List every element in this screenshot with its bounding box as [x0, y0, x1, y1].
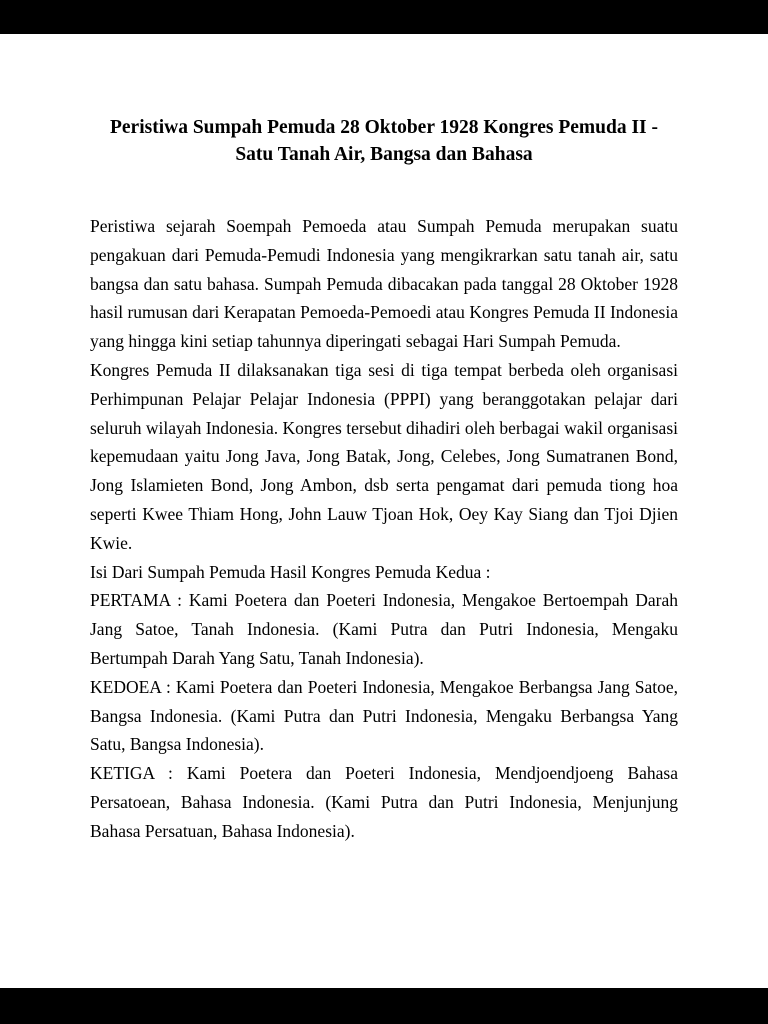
letterbox-bottom	[0, 988, 768, 1024]
paragraph-kedoea: KEDOEA : Kami Poetera dan Poeteri Indonesia, Mengakoe Berbangsa Jang Satoe, Bangsa Indonesia. (Kami Putra dan Putri Indonesia, Mengaku Berbangsa Yang Satu, Bangsa Indonesia).	[90, 676, 678, 755]
letterbox-top	[0, 0, 768, 34]
document-body	[90, 212, 678, 846]
document-title: Peristiwa Sumpah Pemuda 28 Oktober 1928 Kongres Pemuda II - Satu Tanah Air, Bangsa dan Bahasa	[109, 117, 658, 165]
paragraph-kongres: Kongres Pemuda II dilaksanakan tiga sesi di tiga tempat berbeda oleh organisasi Perhimpunan Pelajar Pelajar Indonesia (PPPI) yang beranggotakan pelajar dari seluruh wilayah Indonesia. Kongres tersebut dihadiri oleh berbagai wakil organisasi kepemudaan yaitu Jong Java, Jong Batak, Jong, Celebes, Jong Sumatranen Bond, Jong Islamieten Bond, Jong Ambon, dsb serta pengamat dari pemuda tiong hoa seperti Kwee Thiam Hong, John Lauw Tjoan Hok, Oey Kay Siang dan Tjoi Djien Kwie.	[90, 359, 678, 553]
paragraph-ketiga: KETIGA : Kami Poetera dan Poeteri Indonesia, Mendjoendjoeng Bahasa Persatoean, Bahasa Indonesia. (Kami Putra dan Putri Indonesia, Menjunjung Bahasa Persatuan, Bahasa Indonesia).	[90, 763, 678, 841]
document-page	[0, 34, 768, 988]
paragraph-isi-heading: Isi Dari Sumpah Pemuda Hasil Kongres Pemuda Kedua :	[90, 561, 491, 582]
paragraph-intro: Peristiwa sejarah Soempah Pemoeda atau Sumpah Pemuda merupakan suatu pengakuan dari Pemuda-Pemudi Indonesia yang mengikrarkan satu tanah air, satu bangsa dan satu bahasa. Sumpah Pemuda dibacakan pada tanggal 28 Oktober 1928 hasil rumusan dari Kerapatan Pemoeda-Pemoedi atau Kongres Pemuda II Indonesia yang hingga kini setiap tahunnya diperingati sebagai Hari Sumpah Pemuda.	[90, 216, 678, 352]
paragraph-pertama: PERTAMA : Kami Poetera dan Poeteri Indonesia, Mengakoe Bertoempah Darah Jang Satoe, Tanah Indonesia. (Kami Putra dan Putri Indonesia, Mengaku Bertumpah Darah Yang Satu, Tanah Indonesia).	[90, 590, 678, 668]
